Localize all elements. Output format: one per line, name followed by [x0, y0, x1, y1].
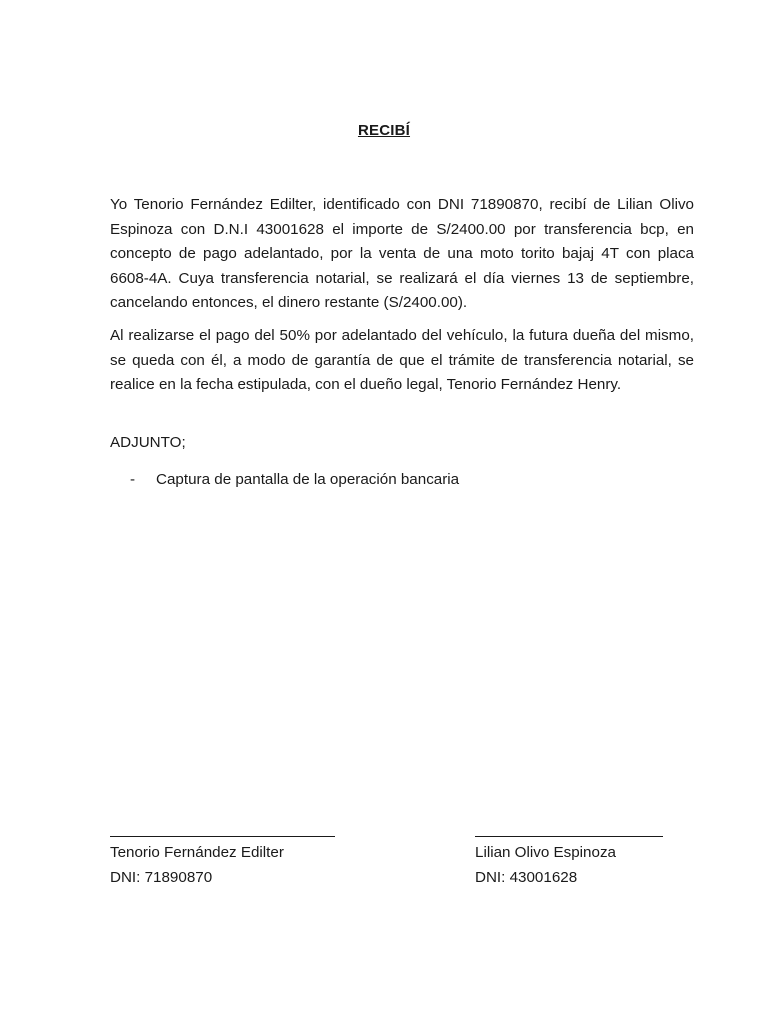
signature-block-left: [110, 818, 335, 890]
signature-line: [110, 818, 335, 837]
attachment-item: [130, 468, 459, 493]
receipt-paragraph-1: Yo Tenorio Fernández Edilter, identificado con DNI 71890870, recibí de Lilian Olivo Espinoza con D.N.I 43001628 el importe de S/2400.00 por transferencia bcp, en concepto de pago adelantado, por la venta de una moto torito bajaj 4T con placa 6608-4A. Cuya transferencia notarial, se realizará el día viernes 13 de septiembre, cancelando entonces, el dinero restante (S/2400.00).: [110, 196, 694, 311]
signature-block-right: [475, 818, 663, 890]
document-title: RECIBÍ: [357, 122, 411, 139]
signatory-dni: DNI: 71890870: [110, 868, 213, 886]
attachment-text: Captura de pantalla de la operación bancaria: [156, 471, 460, 488]
receipt-paragraph-2: Al realizarse el pago del 50% por adelantado del vehículo, la futura dueña del mismo, se queda con él, a modo de garantía de que el trámite de transferencia notarial, se realice en la fecha estipulada, con el dueño legal, Tenorio Fernández Henry.: [110, 327, 694, 393]
signatory-name: Tenorio Fernández Edilter: [110, 844, 284, 861]
signature-line: [475, 818, 663, 837]
signatory-name: Lilian Olivo Espinoza: [475, 844, 616, 861]
attachments-label: ADJUNTO;: [110, 434, 186, 451]
list-bullet: -: [130, 471, 136, 488]
signatory-dni: DNI: 43001628: [475, 868, 578, 886]
